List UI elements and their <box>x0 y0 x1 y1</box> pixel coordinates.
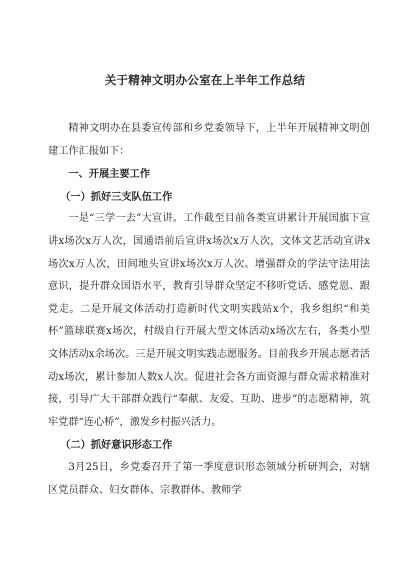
subsection-heading-1: （一）抓好三支队伍工作 <box>60 190 173 203</box>
intro-paragraph: 精神文明办在县委宣传部和乡党委领导下，上半年开展精神文明创建工作汇报如下： <box>48 123 370 157</box>
subsection-heading-2: （二）抓好意识形态工作 <box>60 439 173 452</box>
document-title: 关于精神文明办公室在上半年工作总结 <box>104 73 306 87</box>
document-body <box>48 118 370 502</box>
subsection-paragraph-2: 3月25日，乡党委召开了第一季度意识形态领域分析研判会，对辖区党员群众、妇女群体、宗教群体、教师学 <box>48 461 370 496</box>
section-heading: 一、开展主要工作 <box>68 168 150 181</box>
subsection-paragraph-1: 一是“三学一去”大宣讲。工作截至目前各类宣讲累计开展国旗下宣讲x场次x万人次，国通语前后宣讲x场次x万人次，文体文艺活动宣讲x场次x万人次，田间地头宣讲x场次x万人次。增强群众的学法守法用法意识，提升群众国语水平，教育引导群众坚定不移听党话、感党恩、跟党走。二是开展文体活动打造新时代文明实践站x个，我乡组织“和美杯”篮球联赛x场次，村级自行开展大型文体活动x场次左右，各类小型文体活动x余场次。三是开展文明实践志愿服务。目前我乡开展志愿者活动x场次，累计参加人数x人次。促进社会各方面资源与群众需求精准对接，引导广大干部群众践行“奉献、友爱、互助、进步”的志愿精神，筑牢党群“连心桥”，激发乡村振兴活力。 <box>48 213 370 428</box>
